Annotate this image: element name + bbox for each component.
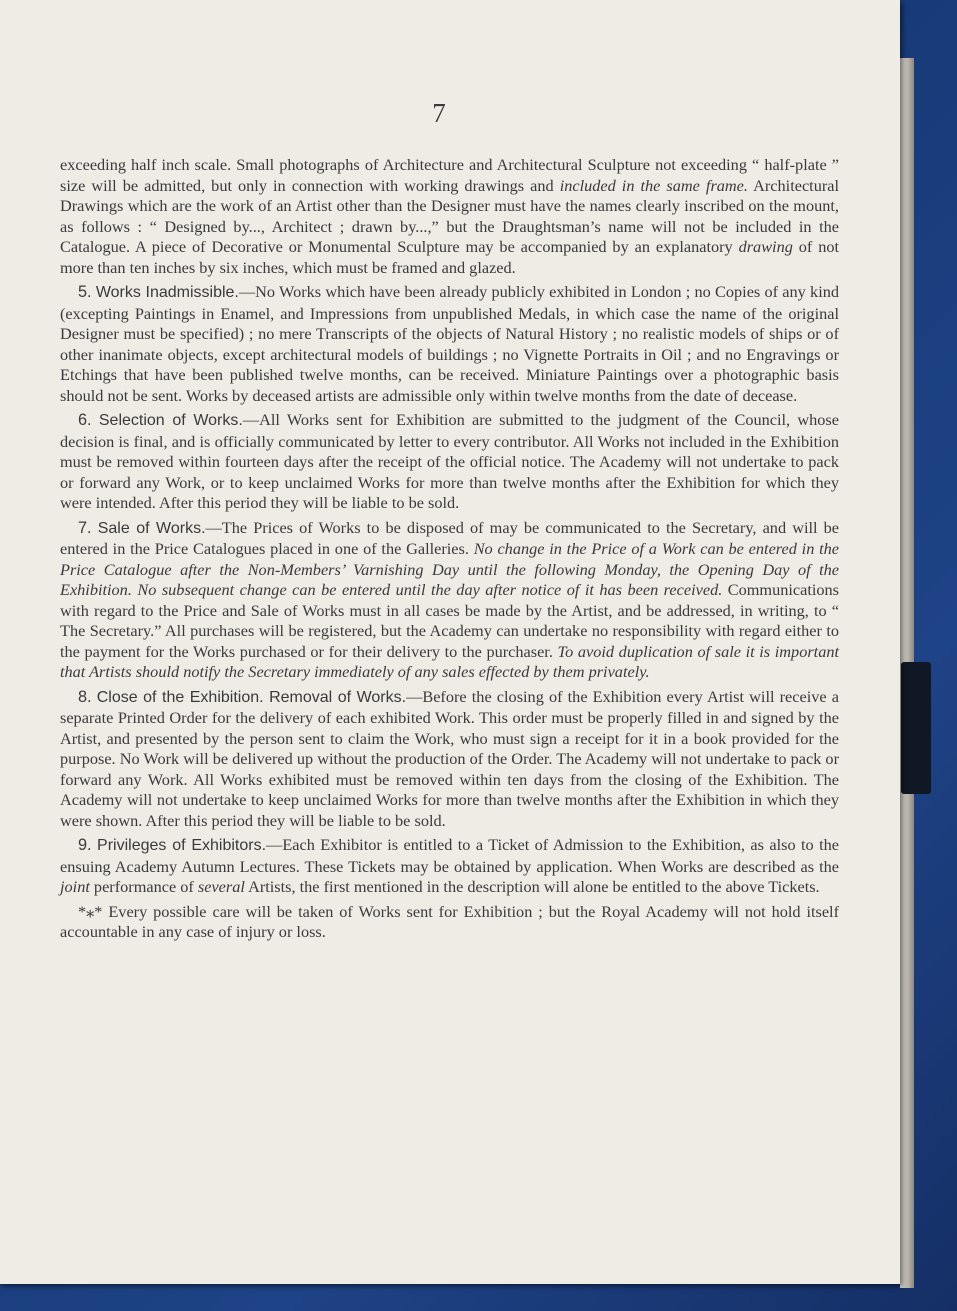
section-heading: Close of the Exhibition. Removal of Works.	[96, 688, 407, 706]
section-heading: Works Inadmissible.	[95, 284, 239, 301]
section-body: —Before the closing of the Exhibition every Artist will receive a separate Printed Order for the delivery of each exhibited Work. This order must be properly filled in and signed by the Artist, and presented by the person sent to claim the Work, who must sign a receipt for it in a book provided for the purpose. No Work will be delivered up without the production of the Order. The Academy will not undertake to pack or forward any Work. All Works exhibited must be removed within ten days from the closing of the Exhibition. The Academy will not undertake to keep unclaimed Works for more than twelve months after the Exhibition in which they were shown. After this period they will be liable to be sold.	[60, 686, 839, 830]
intro-text: Architectural Drawings which are the work of an Artist other than the Designer must have the names clearly inscribed on the mount, as follows : “ Designed by..., Architect ; drawn by...,” but the Draughtsman’s name will not be included in the Catalogue. A piece of Decorative or Monumental Sculpture may be accompanied by an explanatory	[60, 175, 840, 256]
closing-note	[60, 902, 839, 943]
section-9	[60, 835, 839, 898]
intro-italic: drawing	[738, 237, 793, 256]
spine-tab	[901, 662, 931, 794]
section-italic: No change in the Price of a Work can be entered in the Price Catalogue after the Non-Members’ Varnishing Day until the following Monday, the Opening Day of the Exhibition. No subsequent change can be entered until the day after notice of it has been received.	[60, 539, 839, 599]
section-number: 5.	[78, 283, 92, 301]
section-body: Artists, the first mentioned in the description will alone be entitled to the above Tickets.	[244, 877, 820, 896]
section-body: —Each Exhibitor is entitled to a Ticket of Admission to the Exhibition, as also to the ensuing Academy Autumn Lectures. These Tickets may be obtained by application. When Works are described as the	[60, 835, 840, 876]
section-number: 7.	[78, 518, 92, 537]
section-body: —No Works which have been already publicly exhibited in London ; no Copies of any kind (excepting Paintings in Enamel, and Impressions from unpublished Medals, in which case the name of the original Designer must be specified) ; no mere Transcripts of the objects of Natural History ; no realistic models of ships or of other inanimate objects, except architectural models of buildings ; no Vignette Portraits in Oil ; and no Engravings or Etchings that have been published twelve months, can be received. Miniature Paintings over a photographic basis should not be sent. Works by deceased artists are admissible only within twelve months from the date of decease.	[60, 282, 840, 405]
page-number: 7	[432, 98, 446, 128]
section-italic: joint	[60, 877, 90, 896]
page-text	[60, 155, 839, 947]
section-number: 6.	[78, 411, 92, 429]
intro-text: exceeding half inch scale. Small photographs of Architecture and Architectural Sculpture not exceeding “ half-plate ” size will be admitted, but only in connection with working drawings and	[60, 155, 839, 195]
intro-italic: included in the same frame.	[559, 175, 748, 195]
note-body: Every possible care will be taken of Works sent for Exhibition ; but the Royal Academy will not hold itself accountable in any case of injury or loss.	[60, 901, 839, 941]
section-6	[60, 410, 839, 514]
section-heading: Privileges of Exhibitors.	[97, 837, 267, 854]
section-italic: several	[197, 877, 245, 896]
section-body: Communications with regard to the Price and Sale of Works must in all cases be made by the Artist, and be addressed, in writing, to “ The Secretary.” All purchases will be registered, but the Academy can undertake no responsibility with regard either to the payment for the Works purchased or for their delivery to the purchaser.	[60, 580, 839, 661]
intro-text: of not more than ten inches by six inches, which must be framed and glazed.	[60, 237, 839, 277]
section-heading: Sale of Works.	[97, 519, 206, 537]
section-8	[60, 687, 839, 832]
section-italic: To avoid duplication of sale it is important that Artists should notify the Secretary immediately of any sales effected by them privately.	[60, 641, 840, 681]
section-number: 9.	[78, 836, 92, 854]
section-5	[60, 282, 839, 406]
section-body: —All Works sent for Exhibition are submitted to the judgment of the Council, whose decision is final, and is officially communicated by letter to every contributor. All Works not included in the Exhibition must be removed within fourteen days after the receipt of the official notice. The Academy will not undertake to pack or forward any Work, or to keep unclaimed Works for more than twelve months after the Exhibition for which they were intended. After this period they will be liable to be sold.	[60, 410, 839, 512]
section-number: 8.	[78, 687, 92, 706]
section-7	[60, 518, 839, 683]
intro-paragraph	[60, 155, 839, 278]
section-body: performance of	[89, 877, 198, 896]
section-heading: Selection of Works.	[98, 412, 243, 429]
asterism: *⁎*	[78, 901, 103, 921]
section-body: —The Prices of Works to be disposed of may be communicated to the Secretary, and will be entered in the Price Catalogues placed in one of the Galleries.	[60, 517, 839, 558]
